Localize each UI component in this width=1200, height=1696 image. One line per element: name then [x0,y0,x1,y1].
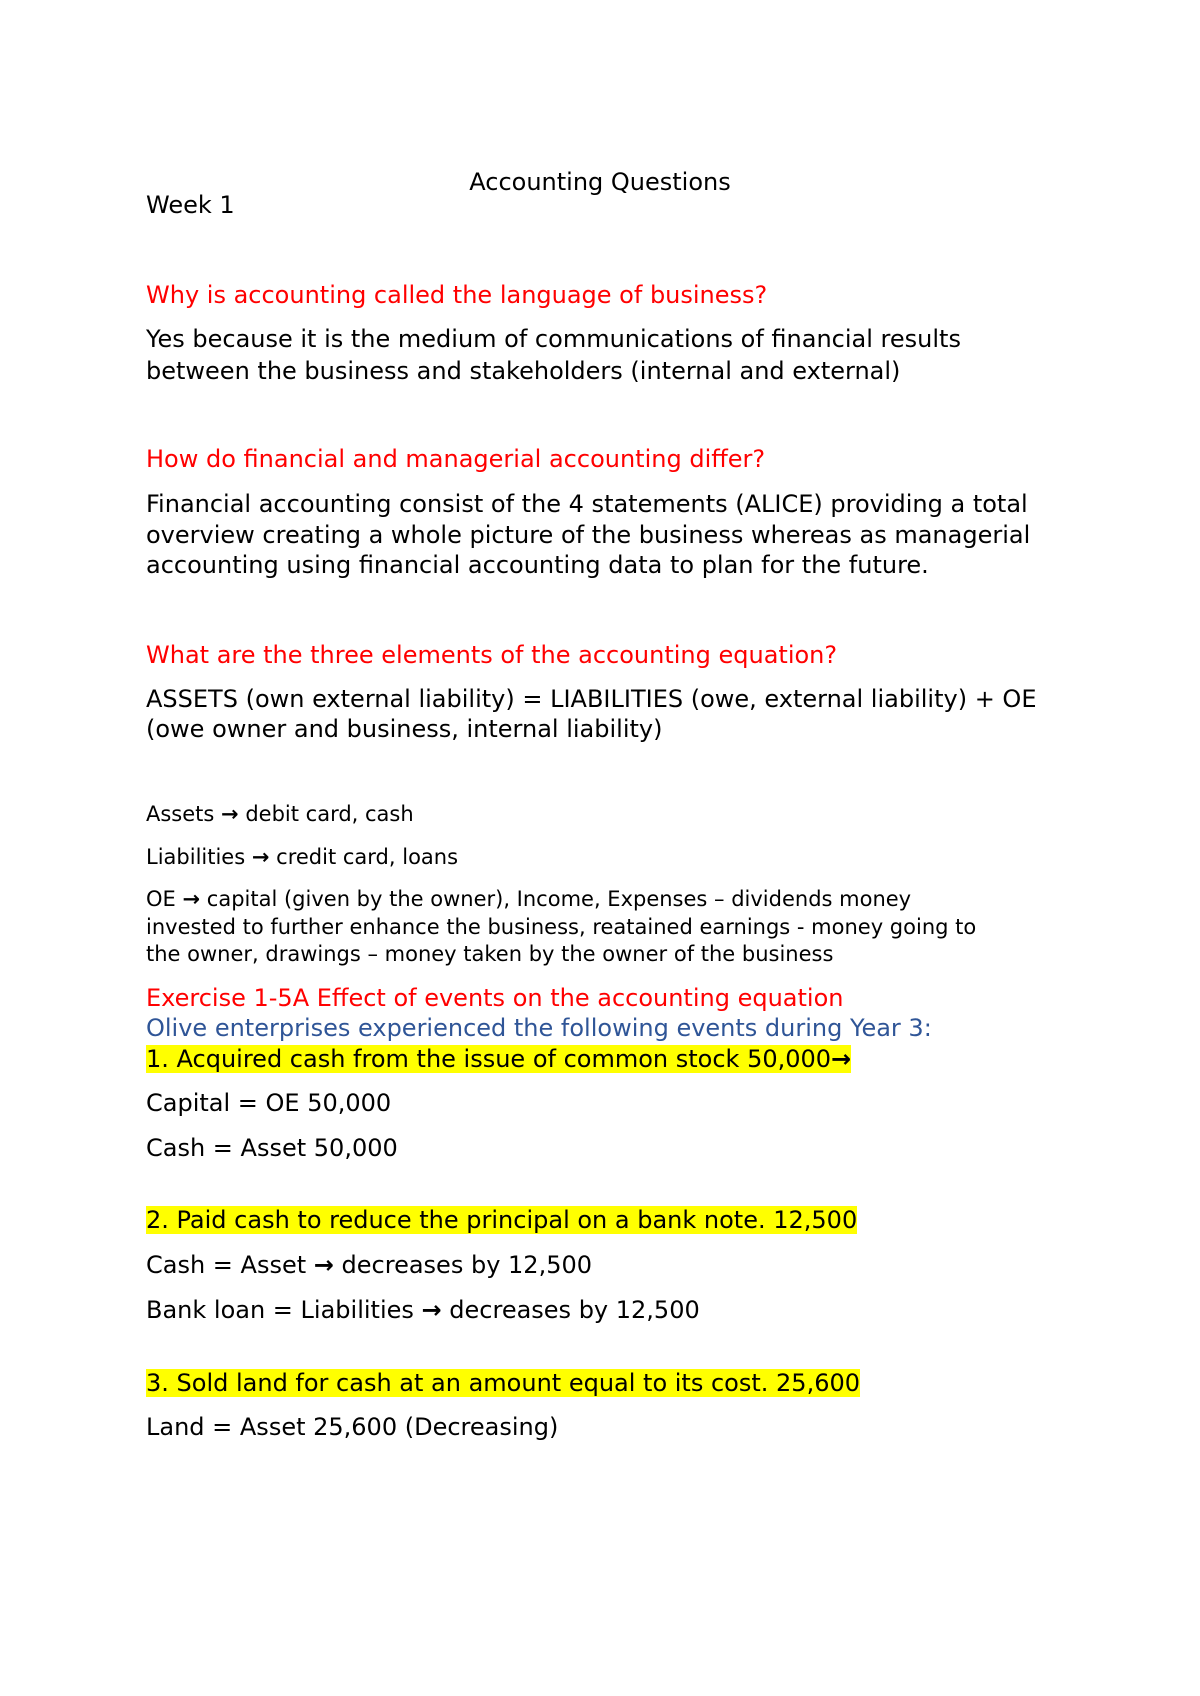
exercise-heading: Exercise 1-5A Effect of events on the accounting equation [146,984,844,1012]
answer-2-line-1: Financial accounting consist of the 4 statements (ALICE) providing a total [146,490,1028,518]
answer-1-line-1: Yes because it is the medium of communications of financial results [146,325,961,353]
note-assets [146,802,414,826]
note-liabilities [146,845,458,869]
arrow-right-icon: → [182,887,201,911]
note-liabilities-label: Liabilities [146,845,246,869]
note-oe-text: capital (given by the owner), Income, Expenses – dividends money [206,887,912,911]
event-2-line-1 [146,1251,592,1279]
event-1-line-2: Cash = Asset 50,000 [146,1134,398,1162]
note-oe-label: OE [146,887,176,911]
arrow-right-icon: → [221,802,239,826]
question-1: Why is accounting called the language of business? [146,281,768,309]
note-oe-line-2: invested to further enhance the business, reatained earnings - money going to [146,915,977,939]
event-1 [146,1045,851,1073]
event-3-text: 3. Sold land for cash at an amount equal to its cost. 25,600 [146,1369,860,1397]
week-label: Week 1 [146,191,235,219]
arrow-right-icon: → [421,1296,442,1324]
question-3: What are the three elements of the accounting equation? [146,641,838,669]
event-2 [146,1206,857,1234]
event-2-line-1-a: Cash = Asset [146,1251,307,1279]
event-2-line-2 [146,1296,700,1324]
note-assets-label: Assets [146,802,215,826]
arrow-right-icon: → [251,845,270,869]
event-2-line-2-a: Bank loan = Liabilities [146,1296,414,1324]
event-2-text: 2. Paid cash to reduce the principal on a bank note. 12,500 [146,1206,858,1234]
document-title: Accounting Questions [469,168,731,196]
note-oe-line-3: the owner, drawings – money taken by the owner of the business [146,942,834,966]
answer-3-line-1: ASSETS (own external liability) = LIABILITIES (owe, external liability) + OE [146,685,1037,713]
event-3-line-1: Land = Asset 25,600 (Decreasing) [146,1413,559,1441]
note-liabilities-text: credit card, loans [276,845,459,869]
event-1-text: 1. Acquired cash from the issue of common stock 50,000 [146,1045,832,1073]
note-assets-text: debit card, cash [245,802,414,826]
note-oe-line-1 [146,887,911,911]
answer-2-line-2: overview creating a whole picture of the business whereas as managerial [146,521,1031,549]
answer-1-line-2: between the business and stakeholders (internal and external) [146,357,901,385]
arrow-right-icon: → [831,1045,852,1073]
event-1-line-1: Capital = OE 50,000 [146,1089,392,1117]
answer-3-line-2: (owe owner and business, internal liability) [146,715,663,743]
event-2-line-2-b: decreases by 12,500 [449,1296,700,1324]
event-2-line-1-b: decreases by 12,500 [341,1251,592,1279]
answer-2-line-3: accounting using financial accounting data to plan for the future. [146,551,929,579]
arrow-right-icon: → [313,1251,334,1279]
question-2: How do financial and managerial accounting differ? [146,445,766,473]
event-3 [146,1369,860,1397]
exercise-subheading: Olive enterprises experienced the following events during Year 3: [146,1014,932,1042]
